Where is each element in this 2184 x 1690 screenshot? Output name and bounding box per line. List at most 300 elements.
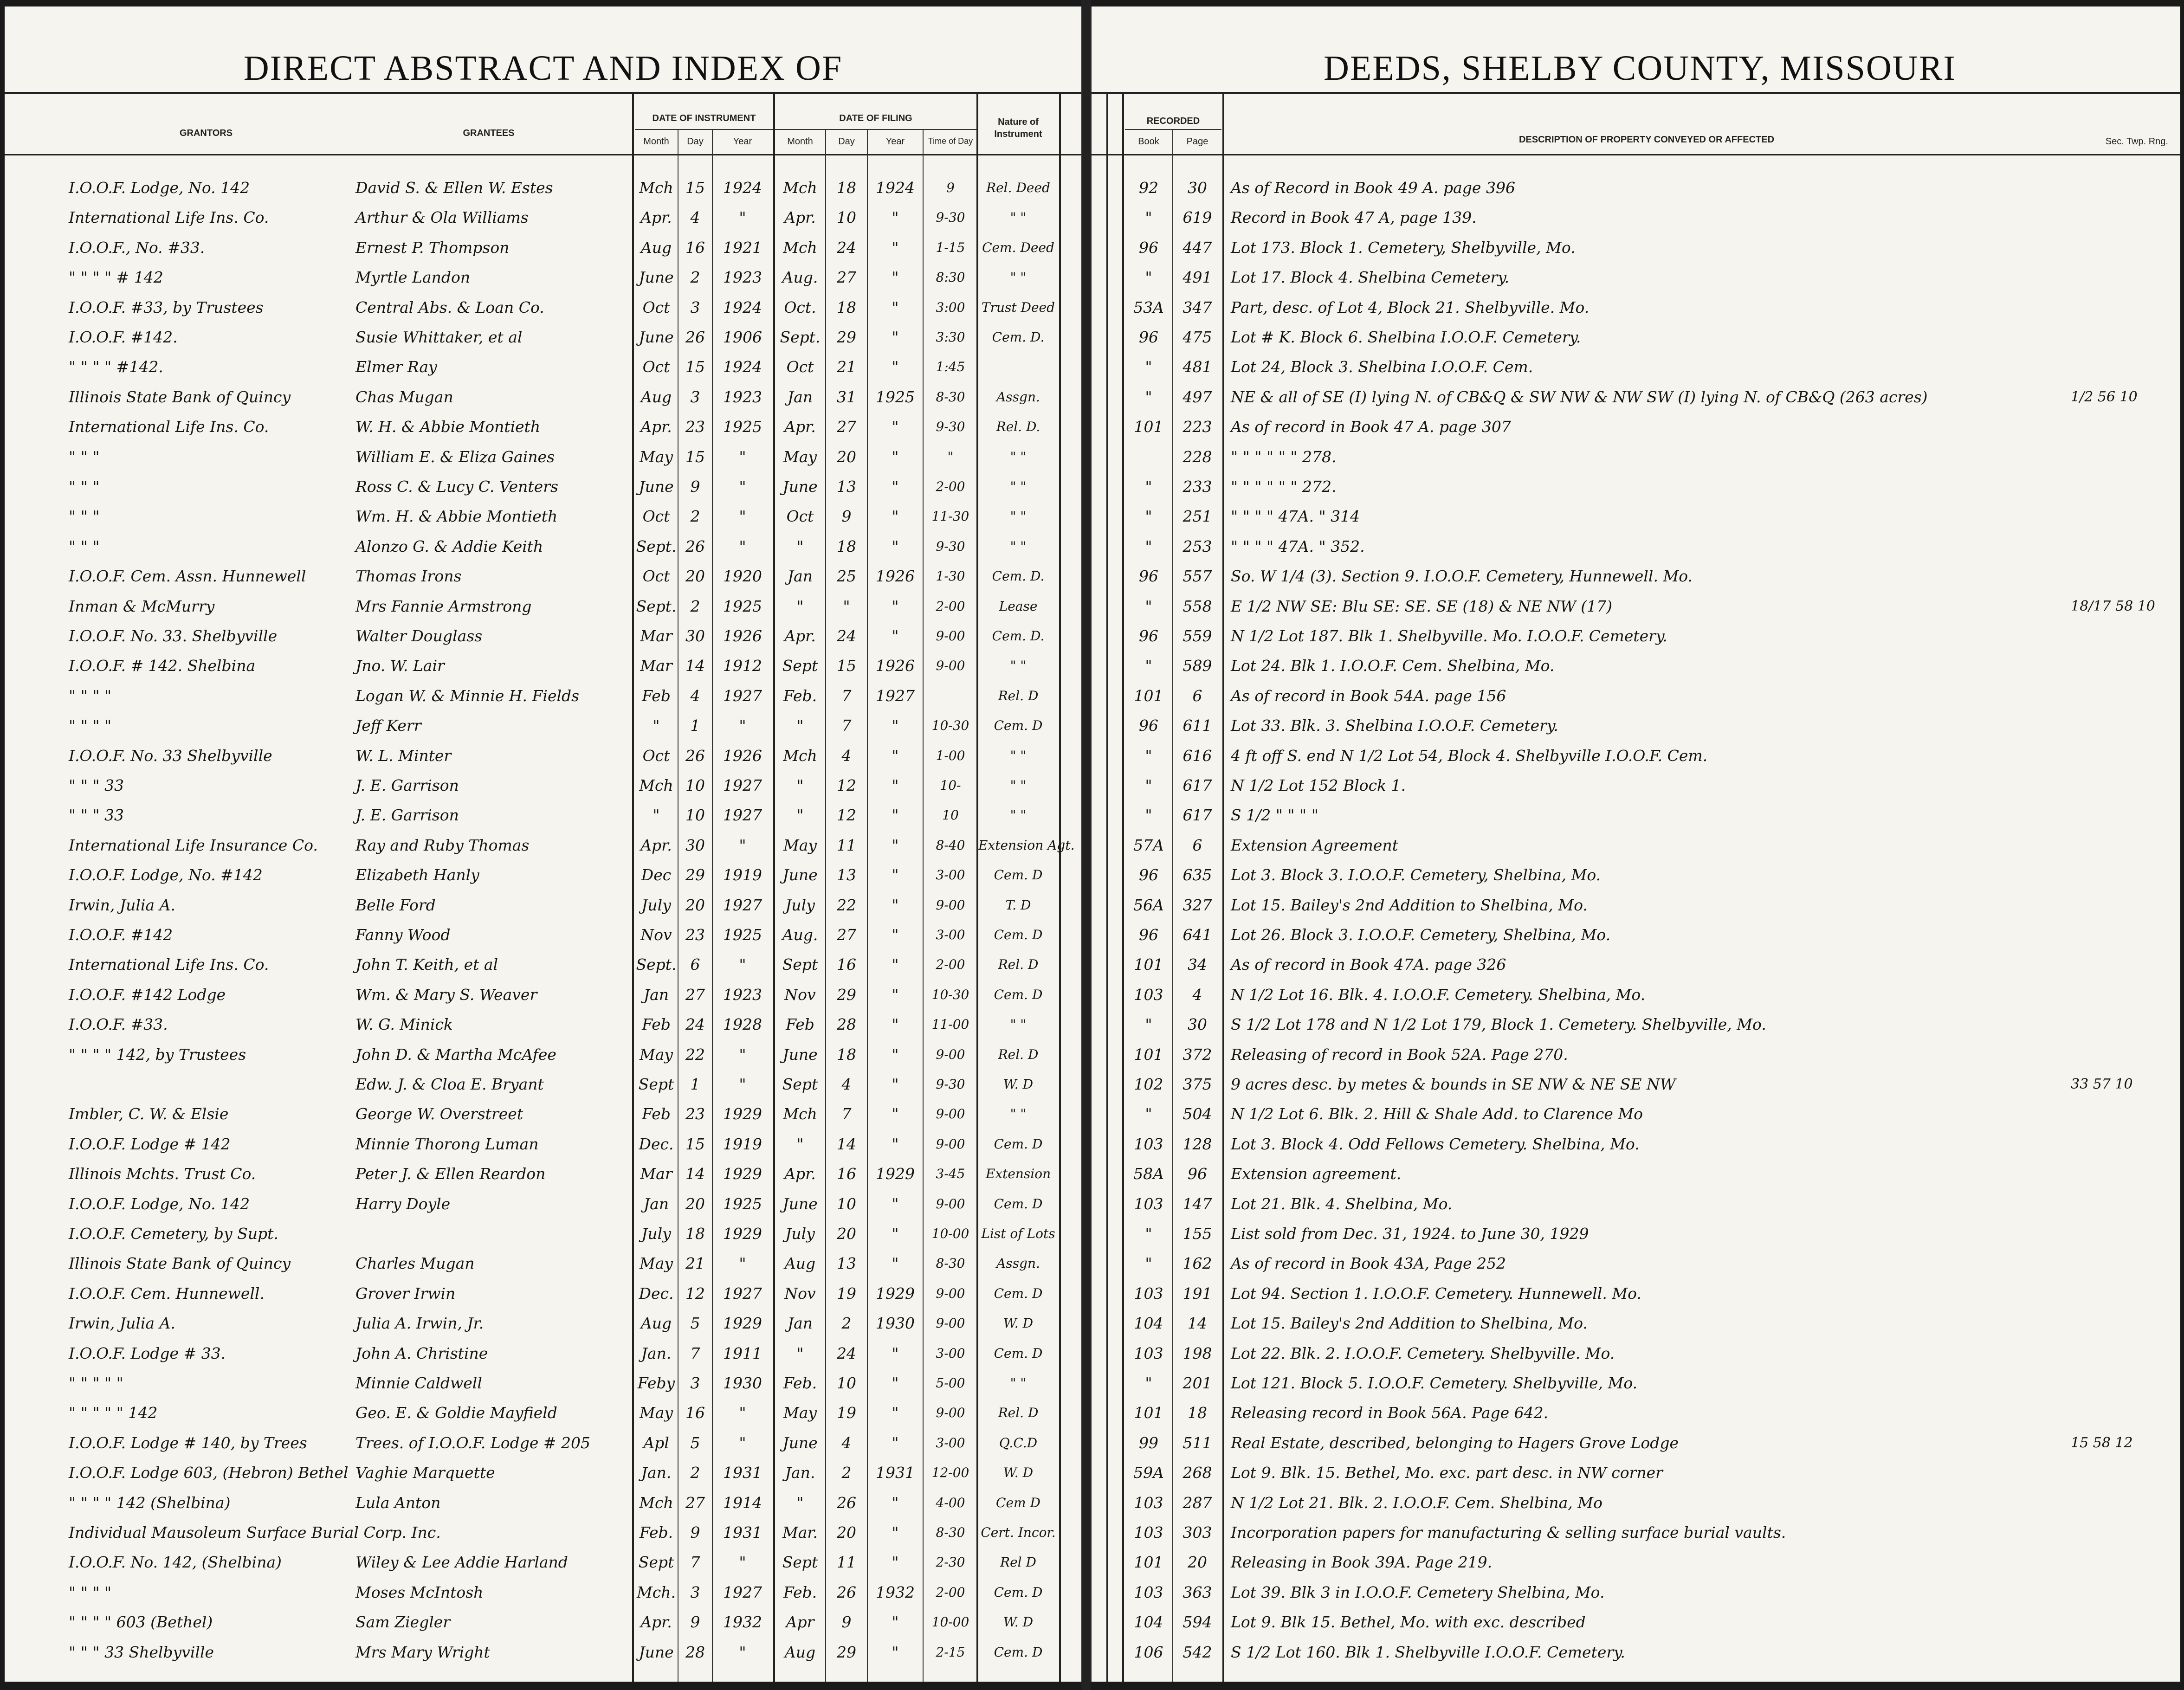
property-description-cell: Lot 121. Block 5. I.O.O.F. Cemetery. Shelbyville, Mo. bbox=[1231, 1374, 1638, 1392]
filing-year-cell: 1924 bbox=[876, 179, 915, 197]
filing-time-cell: " bbox=[947, 449, 954, 464]
grantor-cell: I.O.O.F. Lodge # 142 bbox=[69, 1135, 231, 1153]
grantor-cell: Inman & McMurry bbox=[69, 597, 215, 615]
filing-time-cell: 9-00 bbox=[936, 1047, 965, 1062]
grantee-cell: Ross C. & Lucy C. Venters bbox=[355, 477, 558, 496]
instrument-month-cell: Aug bbox=[640, 388, 672, 406]
ledger-row bbox=[5, 1552, 1081, 1573]
ledger-row bbox=[1092, 1612, 2180, 1633]
instrument-year-cell: 1919 bbox=[723, 866, 762, 884]
recorded-book-cell: 58A bbox=[1133, 1165, 1164, 1183]
filing-year-cell: " bbox=[892, 1613, 899, 1631]
property-description-cell: E 1/2 NW SE: Blu SE: SE. SE (18) & NE NW (17) bbox=[1231, 597, 1613, 615]
recorded-page-cell: 497 bbox=[1182, 388, 1212, 406]
instrument-month-cell: May bbox=[639, 1045, 673, 1064]
instrument-month-cell: Apr. bbox=[640, 418, 672, 436]
grantee-cell: Wiley & Lee Addie Harland bbox=[355, 1553, 568, 1571]
recorded-page-cell: 4 bbox=[1192, 986, 1202, 1004]
ledger-row bbox=[1092, 1492, 2180, 1514]
recorded-page-cell: 253 bbox=[1182, 537, 1212, 555]
recorded-page-cell: 481 bbox=[1182, 358, 1212, 376]
ledger-row bbox=[1092, 1582, 2180, 1603]
nature-of-instrument-cell: " " bbox=[1010, 1106, 1027, 1122]
filing-time-cell: 3-00 bbox=[936, 927, 965, 942]
recorded-page-cell: 504 bbox=[1182, 1105, 1212, 1123]
grantor-cell: Irwin, Julia A. bbox=[69, 1314, 175, 1332]
property-description-cell: As of Record in Book 49 A. page 396 bbox=[1231, 179, 1515, 197]
recorded-page-cell: 18 bbox=[1188, 1404, 1207, 1422]
recorded-book-cell: 104 bbox=[1134, 1613, 1163, 1631]
grantee-cell: John A. Christine bbox=[355, 1344, 488, 1362]
nature-of-instrument-cell: Rel. D bbox=[998, 1047, 1039, 1062]
nature-of-instrument-cell: Rel D bbox=[1000, 1555, 1036, 1570]
grantor-cell: I.O.O.F. Lodge, No. #142 bbox=[69, 866, 263, 884]
filing-year-cell: " bbox=[892, 926, 899, 944]
grantor-cell: " " " " " 142 bbox=[69, 1404, 158, 1422]
filing-day-cell: 13 bbox=[837, 477, 856, 496]
filing-time-cell: 3:30 bbox=[936, 329, 965, 345]
filing-month-cell: " bbox=[796, 776, 804, 794]
instrument-month-cell: Feb bbox=[642, 1105, 671, 1123]
ledger-row bbox=[1092, 1402, 2180, 1424]
grantee-cell: J. E. Garrison bbox=[355, 806, 459, 824]
filing-month-cell: " bbox=[796, 716, 804, 735]
recorded-book-cell: 53A bbox=[1133, 298, 1164, 316]
filing-day-cell: 4 bbox=[841, 747, 852, 765]
ledger-row bbox=[5, 596, 1081, 617]
grantor-cell: " " " 33 Shelbyville bbox=[69, 1643, 214, 1661]
ledger-row bbox=[5, 327, 1081, 348]
ledger-row bbox=[5, 1283, 1081, 1304]
filing-year-cell: " bbox=[892, 627, 899, 645]
instrument-month-cell: Feb bbox=[642, 687, 671, 705]
filing-time-cell: 2-00 bbox=[936, 1585, 965, 1600]
instrument-year-cell: " bbox=[739, 1643, 746, 1661]
nature-of-instrument-cell: Rel. Deed bbox=[986, 180, 1050, 195]
filing-month-cell: Feb. bbox=[783, 687, 817, 705]
instrument-day-cell: 9 bbox=[690, 477, 700, 496]
grantor-cell: I.O.O.F. #33, by Trustees bbox=[69, 298, 264, 316]
ledger-row bbox=[1092, 1223, 2180, 1245]
recorded-book-cell: 96 bbox=[1139, 627, 1158, 645]
filing-time-cell: 9-00 bbox=[936, 1106, 965, 1122]
instrument-month-cell: Mch bbox=[639, 179, 673, 197]
property-description-cell: Releasing record in Book 56A. Page 642. bbox=[1231, 1404, 1549, 1422]
nature-of-instrument-cell: Rel. D bbox=[998, 957, 1039, 972]
nature-of-instrument-cell: Cem. D bbox=[994, 1286, 1043, 1301]
ledger-row bbox=[1092, 895, 2180, 916]
recorded-page-cell: 491 bbox=[1182, 268, 1212, 286]
ledger-row bbox=[5, 1044, 1081, 1065]
filing-year-cell: " bbox=[892, 1135, 899, 1153]
grantor-cell: I.O.O.F. #142. bbox=[69, 328, 178, 346]
grantor-cell: " " " 33 bbox=[69, 776, 124, 794]
right-page-title: DEEDS, SHELBY COUNTY, MISSOURI bbox=[1324, 49, 1956, 88]
recorded-page-cell: 327 bbox=[1182, 896, 1212, 914]
grantor-cell: " " " bbox=[69, 477, 100, 496]
grantee-cell: Ernest P. Thompson bbox=[355, 239, 510, 257]
grantee-cell: Charles Mugan bbox=[355, 1254, 475, 1272]
filing-month-cell: Feb. bbox=[783, 1583, 817, 1601]
property-description-cell: NE & all of SE (I) lying N. of CB&Q & SW NW & NW SW (I) lying N. of CB&Q (263 acres) bbox=[1231, 388, 1928, 406]
filing-time-cell: 8-30 bbox=[936, 389, 965, 405]
nature-of-instrument-cell: W. D bbox=[1003, 1316, 1034, 1331]
ledger-row bbox=[5, 416, 1081, 438]
instrument-day-cell: 6 bbox=[690, 955, 700, 974]
date-of-filing-header: DATE OF FILING bbox=[839, 113, 912, 123]
ledger-row bbox=[5, 356, 1081, 378]
instrument-month-cell: Mch bbox=[639, 776, 673, 794]
nature-of-instrument-cell: Cem. D bbox=[994, 1585, 1043, 1600]
filing-year-cell: " bbox=[892, 477, 899, 496]
instrument-month-cell: Sept. bbox=[636, 537, 677, 555]
instrument-month-cell: Oct bbox=[642, 747, 670, 765]
instrument-year-cell: " bbox=[739, 537, 746, 555]
grantee-cell: Elizabeth Hanly bbox=[355, 866, 479, 884]
instrument-day-cell: 15 bbox=[685, 1135, 705, 1153]
instrument-day-cell: 24 bbox=[685, 1015, 705, 1033]
recorded-book-cell: 101 bbox=[1134, 1045, 1163, 1064]
filing-day-cell: 24 bbox=[837, 1344, 856, 1362]
recorded-book-cell: 103 bbox=[1134, 1135, 1163, 1153]
filing-day-cell: 21 bbox=[837, 358, 856, 376]
ledger-row bbox=[1092, 1253, 2180, 1274]
instrument-year-cell: 1923 bbox=[723, 268, 762, 286]
instrument-year-cell: " bbox=[739, 1254, 746, 1272]
ledger-row bbox=[1092, 446, 2180, 468]
nature-of-instrument-cell: " " bbox=[1010, 1017, 1027, 1032]
instrument-year-cell: " bbox=[739, 1404, 746, 1422]
recorded-page-cell: 128 bbox=[1182, 1135, 1212, 1153]
filing-month-cell: May bbox=[783, 836, 817, 854]
nature-of-instrument-cell: " " bbox=[1010, 778, 1027, 793]
instrument-year-cell: 1926 bbox=[723, 627, 762, 645]
instrument-day-cell: 16 bbox=[685, 1404, 705, 1422]
grantee-cell: Jno. W. Lair bbox=[355, 657, 445, 675]
filing-year-cell: " bbox=[892, 747, 899, 765]
filing-year-cell: " bbox=[892, 1015, 899, 1033]
instrument-day-cell: 10 bbox=[685, 776, 705, 794]
instrument-year-cell: " bbox=[739, 955, 746, 974]
instrument-month-cell: " bbox=[653, 806, 660, 824]
ledger-row bbox=[5, 237, 1081, 258]
filing-day-cell: 9 bbox=[841, 507, 852, 525]
filing-year-cell: " bbox=[892, 866, 899, 884]
instrument-year-cell: " bbox=[739, 477, 746, 496]
recorded-book-cell: 96 bbox=[1139, 239, 1158, 257]
nature-of-instrument-cell: " " bbox=[1010, 807, 1027, 823]
grantor-cell: International Life Ins. Co. bbox=[69, 208, 269, 226]
instrument-year-cell: 1925 bbox=[723, 597, 762, 615]
filing-time-cell: 2-30 bbox=[936, 1555, 965, 1570]
filing-time-cell: 8:30 bbox=[936, 270, 965, 285]
nature-of-instrument-cell: " " bbox=[1010, 658, 1027, 673]
ledger-row bbox=[5, 1134, 1081, 1155]
instrument-month-cell: Sept. bbox=[636, 955, 677, 974]
grantor-cell: Illinois State Bank of Quincy bbox=[69, 1254, 291, 1272]
grantor-cell: International Life Ins. Co. bbox=[69, 418, 269, 436]
ledger-row bbox=[5, 775, 1081, 796]
nature-of-instrument-cell: " " bbox=[1010, 270, 1027, 285]
filing-time-cell: 1-30 bbox=[936, 568, 965, 584]
grantee-cell: David S. & Ellen W. Estes bbox=[355, 179, 553, 197]
instrument-year-cell: 1906 bbox=[723, 328, 762, 346]
property-description-cell: " " " " " " 272. bbox=[1231, 477, 1337, 496]
grantee-cell: Sam Ziegler bbox=[355, 1613, 451, 1631]
recorded-page-cell: 347 bbox=[1182, 298, 1212, 316]
grantors-column-header: GRANTORS bbox=[179, 128, 233, 138]
ledger-row bbox=[1092, 416, 2180, 438]
filing-time-cell: 3-00 bbox=[936, 1346, 965, 1361]
grantor-cell: I.O.O.F. # 142. Shelbina bbox=[69, 657, 256, 675]
recorded-page-cell: 34 bbox=[1188, 955, 1207, 974]
instrument-month-cell: Mar bbox=[640, 657, 672, 675]
ledger-row bbox=[1092, 655, 2180, 677]
recorded-book-cell: " bbox=[1145, 388, 1152, 406]
nature-of-instrument-cell: Cem. D bbox=[994, 867, 1043, 883]
ledger-row bbox=[1092, 1014, 2180, 1035]
instrument-day-cell: 15 bbox=[685, 179, 705, 197]
grantor-cell: I.O.O.F. Lodge # 140, by Trees bbox=[69, 1434, 307, 1452]
filing-month-cell: Apr. bbox=[784, 418, 816, 436]
recorded-book-cell: " bbox=[1145, 776, 1152, 794]
nature-of-instrument-cell: " " bbox=[1010, 509, 1027, 524]
instrument-month-cell: Feby bbox=[637, 1374, 675, 1392]
filing-month-cell: June bbox=[782, 477, 818, 496]
instrument-year-cell: 1932 bbox=[723, 1613, 762, 1631]
recorded-book-cell: 102 bbox=[1134, 1075, 1163, 1093]
grantee-cell: Susie Whittaker, et al bbox=[355, 328, 523, 346]
filing-day-cell: 24 bbox=[837, 627, 856, 645]
ledger-row bbox=[5, 655, 1081, 677]
instrument-month-cell: Mch bbox=[639, 1494, 673, 1512]
filing-day-cell: 7 bbox=[841, 716, 852, 735]
property-description-cell: Lot 9. Blk 15. Bethel, Mo. with exc. described bbox=[1231, 1613, 1586, 1631]
filing-time-cell: 9 bbox=[946, 180, 955, 195]
instrument-year-cell: 1925 bbox=[723, 1195, 762, 1213]
filing-month-cell: Mar. bbox=[782, 1523, 818, 1542]
ledger-row bbox=[5, 805, 1081, 826]
instrument-month-cell: May bbox=[639, 1254, 673, 1272]
property-description-cell: S 1/2 Lot 178 and N 1/2 Lot 179, Block 1. Cemetery. Shelbyville, Mo. bbox=[1231, 1015, 1766, 1033]
ledger-row bbox=[5, 566, 1081, 587]
instrument-month-cell: June bbox=[639, 1643, 674, 1661]
ledger-row bbox=[1092, 805, 2180, 826]
recorded-page-cell: 611 bbox=[1182, 716, 1212, 735]
grantee-cell: Belle Ford bbox=[355, 896, 436, 914]
filing-year-cell: " bbox=[892, 239, 899, 257]
instrument-day-cell: 26 bbox=[685, 328, 705, 346]
property-description-cell: Lot 173. Block 1. Cemetery, Shelbyville, Mo. bbox=[1231, 239, 1576, 257]
recorded-page-cell: 542 bbox=[1182, 1643, 1212, 1661]
property-description-cell: Lot 94. Section 1. I.O.O.F. Cemetery. Hunnewell. Mo. bbox=[1231, 1284, 1641, 1303]
instrument-year-cell: 1929 bbox=[723, 1165, 762, 1183]
filing-year-cell: 1929 bbox=[876, 1284, 915, 1303]
property-description-cell: N 1/2 Lot 187. Blk 1. Shelbyville. Mo. I.O.O.F. Cemetery. bbox=[1231, 627, 1667, 645]
filing-year-cell: " bbox=[892, 597, 899, 615]
instrument-year-cell: " bbox=[739, 716, 746, 735]
property-description-cell: 4 ft off S. end N 1/2 Lot 54, Block 4. Shelbyville I.O.O.F. Cem. bbox=[1231, 747, 1708, 765]
recorded-page-cell: 557 bbox=[1182, 567, 1212, 585]
filing-day-cell: 2 bbox=[841, 1314, 852, 1332]
grantor-cell: I.O.O.F. Cemetery, by Supt. bbox=[69, 1225, 278, 1243]
property-description-cell: Releasing in Book 39A. Page 219. bbox=[1231, 1553, 1493, 1571]
grantor-cell: I.O.O.F. #142 Lodge bbox=[69, 986, 226, 1004]
nature-of-instrument-cell: Cem. D. bbox=[992, 568, 1045, 584]
filing-year-cell: " bbox=[892, 358, 899, 376]
instrument-day-cell: 15 bbox=[685, 358, 705, 376]
filing-time-cell: 2-00 bbox=[936, 479, 965, 494]
filing-day-cell: 16 bbox=[837, 1165, 856, 1183]
instrument-month-cell: Apl bbox=[643, 1434, 669, 1452]
property-description-cell: " " " " 47A. " 314 bbox=[1231, 507, 1360, 525]
ledger-row bbox=[5, 626, 1081, 647]
property-description-cell: Lot 24, Block 3. Shelbina I.O.O.F. Cem. bbox=[1231, 358, 1533, 376]
filing-month-cell: " bbox=[796, 1135, 804, 1153]
description-header: DESCRIPTION OF PROPERTY CONVEYED OR AFFECTED bbox=[1518, 135, 1775, 145]
instrument-day-cell: 5 bbox=[690, 1434, 700, 1452]
property-description-cell: S 1/2 Lot 160. Blk 1. Shelbyville I.O.O.F. Cemetery. bbox=[1231, 1643, 1625, 1661]
grantor-cell: I.O.O.F. Lodge, No. 142 bbox=[69, 179, 250, 197]
filing-day-cell: 18 bbox=[837, 298, 856, 316]
property-description-cell: Lot 3. Block 4. Odd Fellows Cemetery. Shelbina, Mo. bbox=[1231, 1135, 1640, 1153]
filing-year-cell: " bbox=[892, 1195, 899, 1213]
filing-month-cell: Mch bbox=[783, 1105, 817, 1123]
grantee-cell: Alonzo G. & Addie Keith bbox=[355, 537, 543, 555]
instrument-year-cell: " bbox=[739, 836, 746, 854]
ledger-row bbox=[1092, 237, 2180, 258]
filing-time-cell: 9-00 bbox=[936, 1196, 965, 1212]
recorded-book-cell: 103 bbox=[1134, 1494, 1163, 1512]
grantee-cell: Arthur & Ola Williams bbox=[355, 208, 529, 226]
property-description-cell: Lot 39. Blk 3 in I.O.O.F. Cemetery Shelbina, Mo. bbox=[1231, 1583, 1605, 1601]
filing-month-cell: Oct bbox=[786, 358, 814, 376]
ledger-row bbox=[5, 1612, 1081, 1633]
instrument-day-cell: 9 bbox=[690, 1613, 700, 1631]
instrument-day-cell: 23 bbox=[685, 926, 705, 944]
filing-year-cell: " bbox=[892, 1434, 899, 1452]
filing-time-cell: 9-00 bbox=[936, 1286, 965, 1301]
filing-year-cell: " bbox=[892, 955, 899, 974]
ledger-row bbox=[5, 1432, 1081, 1454]
nature-of-instrument-cell: Q.C.D bbox=[999, 1435, 1038, 1451]
ledger-row bbox=[1092, 596, 2180, 617]
grantee-cell: W. L. Minter bbox=[355, 747, 452, 765]
filing-time-cell: 9-30 bbox=[936, 419, 965, 434]
recorded-page-cell: 475 bbox=[1182, 328, 1212, 346]
filing-time-cell: 9-30 bbox=[936, 539, 965, 554]
property-description-cell: As of record in Book 54A. page 156 bbox=[1231, 687, 1506, 705]
recorded-page-cell: 223 bbox=[1182, 418, 1212, 436]
left-ledger-page bbox=[5, 6, 1082, 1682]
recorded-page-cell: 14 bbox=[1188, 1314, 1207, 1332]
instrument-year-cell: 1927 bbox=[723, 687, 762, 705]
property-description-cell: Lot 17. Block 4. Shelbina Cemetery. bbox=[1231, 268, 1510, 286]
property-description-cell: Lot 21. Blk. 4. Shelbina, Mo. bbox=[1231, 1195, 1453, 1213]
ledger-row bbox=[1092, 1193, 2180, 1215]
instrument-day-cell: 26 bbox=[685, 747, 705, 765]
nature-of-instrument-cell: Cem. D bbox=[994, 987, 1043, 1002]
filing-month-cell: June bbox=[782, 1045, 818, 1064]
ledger-row bbox=[5, 864, 1081, 886]
filing-month-cell: Feb. bbox=[783, 1374, 817, 1392]
grantor-cell: I.O.O.F. No. 33. Shelbyville bbox=[69, 627, 278, 645]
recorded-subheader-rule bbox=[1125, 129, 1221, 130]
ledger-row bbox=[5, 954, 1081, 975]
filing-day-cell: 15 bbox=[837, 657, 856, 675]
grantee-cell: W. H. & Abbie Montieth bbox=[355, 418, 541, 436]
instrument-month-cell: Sept bbox=[638, 1553, 674, 1571]
property-description-cell: Releasing of record in Book 52A. Page 270. bbox=[1231, 1045, 1568, 1064]
ledger-row bbox=[5, 835, 1081, 856]
filing-month-cell: " bbox=[796, 1344, 804, 1362]
filing-day-header: Day bbox=[838, 136, 855, 147]
grantor-cell: " " " " bbox=[69, 687, 112, 705]
right-ledger-page bbox=[1091, 6, 2180, 1682]
instrument-year-cell: 1927 bbox=[723, 896, 762, 914]
nature-of-instrument-cell: Assgn. bbox=[996, 1256, 1040, 1271]
recorded-book-cell: 96 bbox=[1139, 926, 1158, 944]
property-description-cell: Incorporation papers for manufacturing & selling surface burial vaults. bbox=[1231, 1523, 1786, 1542]
recorded-page-cell: 635 bbox=[1182, 866, 1212, 884]
recorded-page-cell: 6 bbox=[1192, 687, 1202, 705]
grantees-column-header: GRANTEES bbox=[463, 128, 515, 138]
filing-time-cell: 10-00 bbox=[931, 1614, 969, 1630]
ledger-row bbox=[1092, 1522, 2180, 1543]
instrument-year-cell: " bbox=[739, 1553, 746, 1571]
nature-of-instrument-cell: Cem. D bbox=[994, 1346, 1043, 1361]
filing-month-cell: Jan bbox=[787, 388, 813, 406]
filing-day-cell: 12 bbox=[837, 776, 856, 794]
instrument-year-cell: 1931 bbox=[723, 1464, 762, 1482]
filing-time-cell: 11-00 bbox=[931, 1017, 969, 1032]
property-description-cell: " " " " " " 278. bbox=[1231, 448, 1337, 466]
filing-day-cell: 10 bbox=[837, 1374, 856, 1392]
instrument-month-cell: Jan. bbox=[641, 1464, 672, 1482]
recorded-book-cell: 101 bbox=[1134, 1553, 1163, 1571]
ledger-row bbox=[5, 1313, 1081, 1334]
recorded-book-cell: 59A bbox=[1133, 1464, 1164, 1482]
filing-day-cell: 18 bbox=[837, 179, 856, 197]
filing-time-cell: 9-00 bbox=[936, 628, 965, 644]
instrument-year-cell: 1930 bbox=[723, 1374, 762, 1392]
recorded-book-cell: " bbox=[1145, 507, 1152, 525]
grantee-cell: Julia A. Irwin, Jr. bbox=[355, 1314, 484, 1332]
recorded-page-cell: 30 bbox=[1188, 1015, 1207, 1033]
filing-year-header: Year bbox=[885, 136, 905, 147]
instrument-day-cell: 20 bbox=[685, 1195, 705, 1213]
nature-of-instrument-cell: Cem. D bbox=[994, 1196, 1043, 1212]
nature-of-instrument-cell: " " bbox=[1010, 748, 1027, 763]
instrument-day-cell: 3 bbox=[690, 388, 700, 406]
instrument-day-cell: 3 bbox=[690, 1374, 700, 1392]
filing-month-cell: Jan bbox=[787, 567, 813, 585]
instrument-day-cell: 14 bbox=[685, 657, 705, 675]
instrument-year-cell: " bbox=[739, 208, 746, 226]
grantor-cell: Irwin, Julia A. bbox=[69, 896, 175, 914]
instrument-year-cell: 1927 bbox=[723, 776, 762, 794]
grantor-cell: " " " bbox=[69, 507, 100, 525]
filing-time-cell: 3-45 bbox=[936, 1166, 965, 1181]
filing-month-cell: Mch bbox=[783, 179, 817, 197]
ledger-row bbox=[5, 1253, 1081, 1274]
ledger-row bbox=[1092, 1313, 2180, 1334]
instrument-year-header: Year bbox=[733, 136, 752, 147]
instrument-day-cell: 30 bbox=[685, 627, 705, 645]
instrument-year-cell: 1924 bbox=[723, 358, 762, 376]
filing-year-cell: " bbox=[892, 1374, 899, 1392]
ledger-row bbox=[5, 1373, 1081, 1394]
